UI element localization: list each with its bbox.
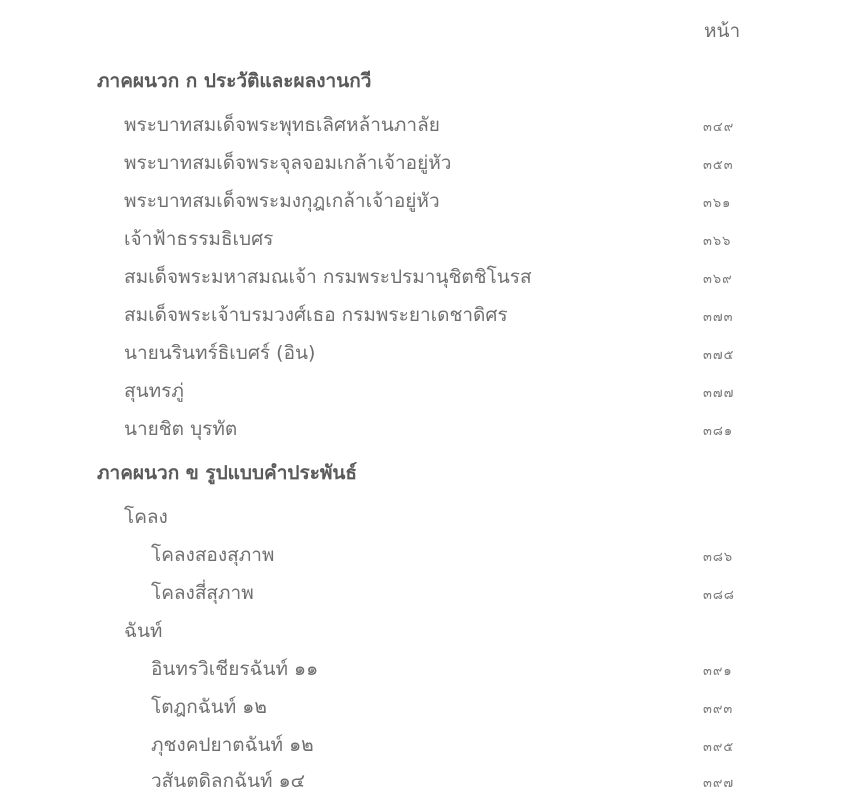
toc-entry-page: ๓๘๘ [703, 588, 735, 603]
toc-entry[interactable] [0, 300, 853, 330]
toc-entry-title: สุนทรภู่ [124, 380, 184, 402]
toc-entry-title: สมเด็จพระมหาสมณเจ้า กรมพระปรมานุชิตชิโนรส [124, 266, 532, 288]
appendix-a-heading: ภาคผนวก ก ประวัติและผลงานกวี [97, 70, 372, 92]
toc-entry[interactable] [0, 578, 853, 608]
toc-entry-title: โตฎกฉันท์ ๑๒ [151, 696, 267, 718]
toc-entry-page: ๓๘๖ [703, 550, 734, 565]
toc-entry[interactable] [0, 692, 853, 722]
toc-entry[interactable] [0, 338, 853, 368]
toc-entry-title: พระบาทสมเด็จพระจุลจอมเกล้าเจ้าอยู่หัว [124, 152, 452, 174]
toc-entry-page: ๓๙๓ [703, 702, 734, 717]
toc-entry-title: พระบาทสมเด็จพระมงกุฎเกล้าเจ้าอยู่หัว [124, 190, 440, 212]
toc-entry-page: ๓๙๑ [703, 664, 733, 679]
toc-entry-title: อินทรวิเชียรฉันท์ ๑๑ [151, 658, 319, 680]
toc-entry-page: ๓๙๗ [703, 776, 735, 791]
toc-entry[interactable] [0, 654, 853, 684]
toc-entry-title: โคลงสองสุภาพ [151, 544, 275, 566]
group-heading-khlong: โคลง [124, 506, 168, 528]
toc-entry-title: พระบาทสมเด็จพระพุทธเลิศหล้านภาลัย [124, 114, 440, 136]
toc-entry-page: ๓๗๓ [703, 310, 734, 325]
page-column-label: หน้า [704, 20, 741, 42]
toc-entry[interactable] [0, 186, 853, 216]
toc-entry-page: ๓๖๖ [703, 234, 732, 249]
toc-entry-page: ๓๕๓ [703, 158, 734, 173]
toc-entry[interactable] [0, 540, 853, 570]
toc-entry-page: ๓๗๗ [703, 386, 735, 401]
toc-entry[interactable] [0, 414, 853, 444]
toc-entry[interactable] [0, 110, 853, 140]
toc-entry-page: ๓๘๑ [703, 424, 734, 439]
toc-entry-title: วสันตดิลกฉันท์ ๑๔ [151, 770, 306, 792]
toc-entry-title: ภุชงคปยาตฉันท์ ๑๒ [151, 734, 314, 756]
toc-entry-page: ๓๖๙ [703, 272, 733, 287]
appendix-b-heading: ภาคผนวก ข รูปแบบคำประพันธ์ [97, 462, 358, 484]
toc-entry[interactable] [0, 148, 853, 178]
toc-entry-title: นายชิต บุรทัต [124, 418, 238, 440]
toc-entry[interactable] [0, 376, 853, 406]
group-heading-chan: ฉันท์ [124, 620, 163, 642]
toc-entry-title: นายนรินทร์ธิเบศร์ (อิน) [124, 342, 316, 364]
toc-entry-page: ๓๙๕ [703, 740, 735, 755]
toc-entry-title: สมเด็จพระเจ้าบรมวงศ์เธอ กรมพระยาเดชาดิศร [124, 304, 508, 326]
toc-entry-title: โคลงสี่สุภาพ [151, 582, 254, 604]
toc-entry-page: ๓๖๑ [703, 196, 732, 211]
toc-entry[interactable] [0, 766, 853, 796]
toc-entry[interactable] [0, 262, 853, 292]
toc-entry-page: ๓๗๕ [703, 348, 735, 363]
toc-entry[interactable] [0, 224, 853, 254]
toc-entry-title: เจ้าฟ้าธรรมธิเบศร [124, 228, 274, 250]
toc-entry-page: ๓๔๙ [703, 120, 735, 135]
toc-entry[interactable] [0, 730, 853, 760]
